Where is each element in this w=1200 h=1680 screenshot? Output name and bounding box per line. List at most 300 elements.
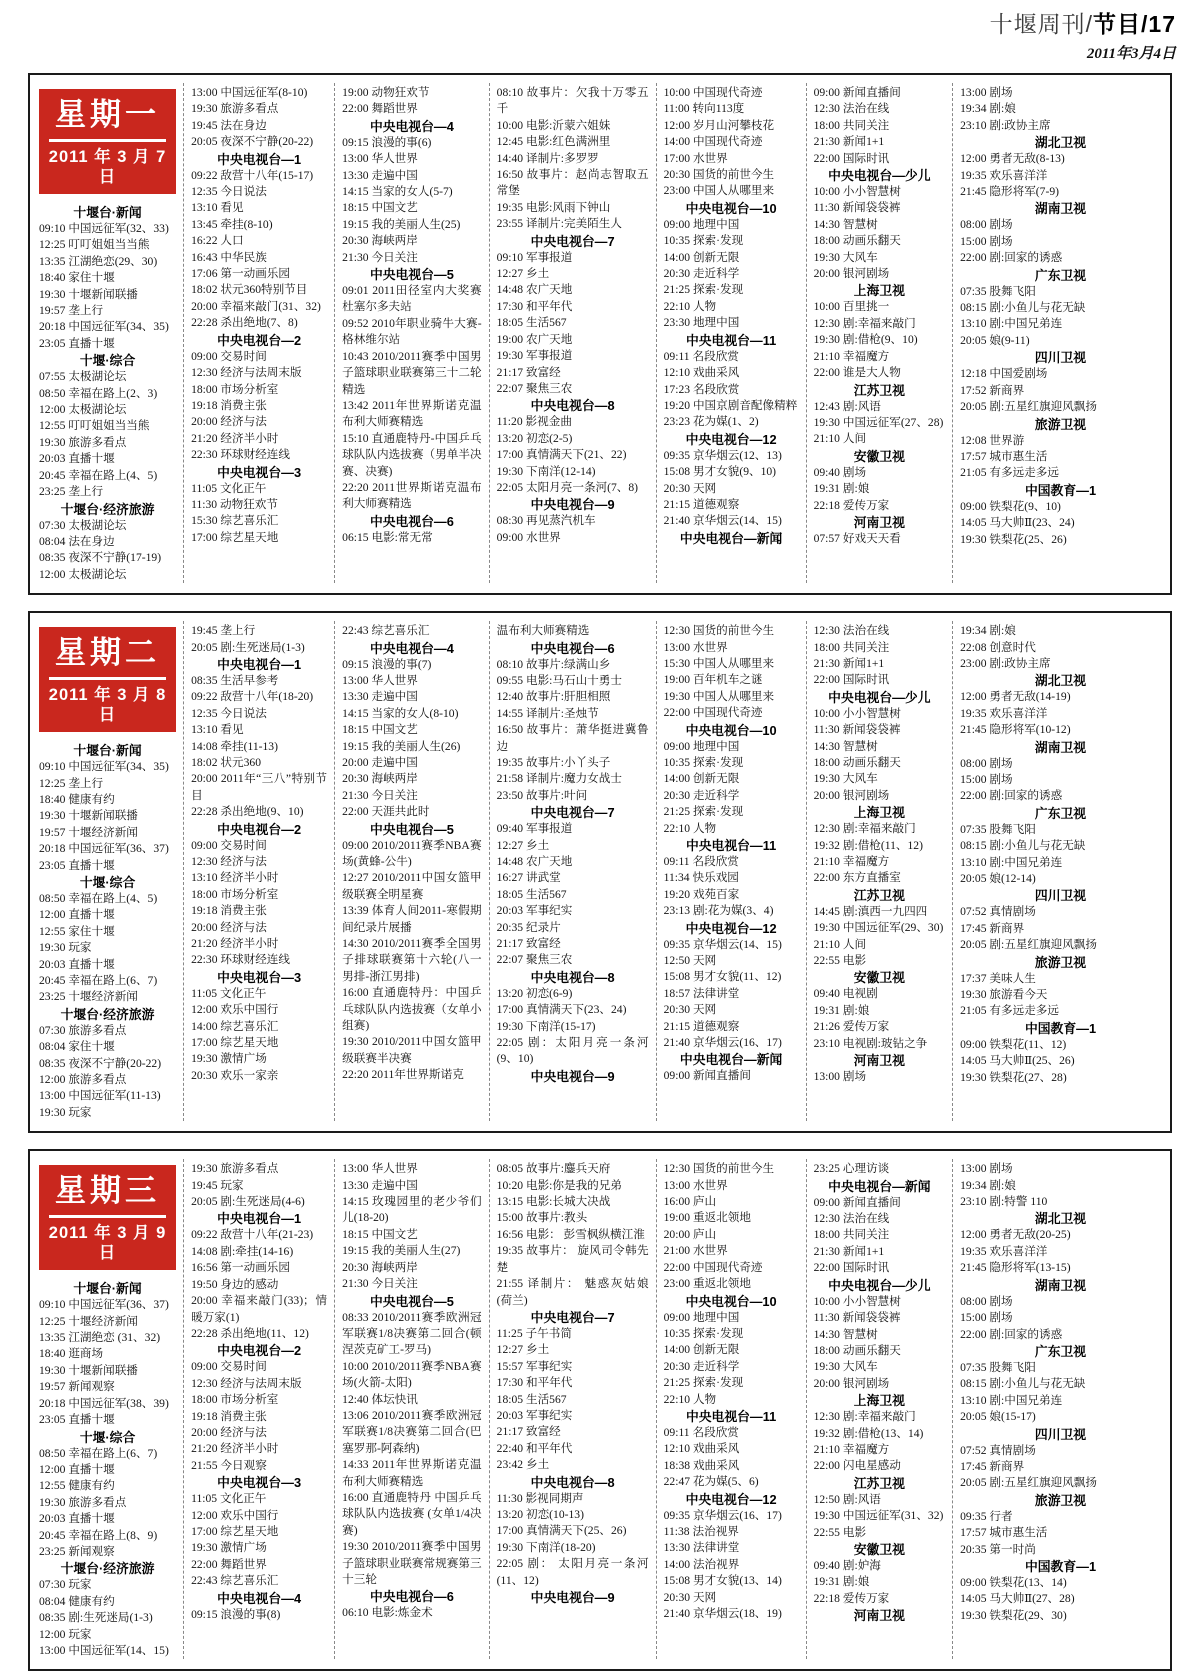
channel-header: 广东卫视 xyxy=(1034,267,1087,283)
program-entry xyxy=(664,1002,799,1018)
program-time: 18:02 xyxy=(191,755,218,769)
program-time: 13:00 xyxy=(191,86,218,99)
program-title: 天网 xyxy=(692,1590,717,1604)
program-title: 聚焦三农 xyxy=(525,953,573,967)
program-time: 09:40 xyxy=(813,1558,840,1572)
program-title: 文化正午 xyxy=(219,986,267,1000)
program-time: 19:18 xyxy=(191,1409,218,1423)
program-time: 21:30 xyxy=(342,788,369,802)
program-time: 12:40 xyxy=(342,1392,369,1406)
program-title: 欢乐中国行 xyxy=(220,1508,279,1522)
program-entry xyxy=(191,1277,327,1293)
program-entry xyxy=(191,623,327,639)
program-title: 剧:风语 xyxy=(842,1492,881,1506)
program-title: 京华烟云(18、19) xyxy=(692,1607,782,1620)
program-time: 15:57 xyxy=(496,1359,524,1373)
program-time: 22:10 xyxy=(663,821,691,835)
channel-header: 中央电视台—9 xyxy=(530,497,615,513)
program-entry xyxy=(342,1539,481,1588)
program-title: 幸福魔方 xyxy=(842,349,890,363)
program-title: 电影:你是我的兄弟 xyxy=(525,1178,622,1192)
channel-header: 中国教育—1 xyxy=(1024,1020,1097,1036)
program-entry xyxy=(497,887,649,903)
program-entry xyxy=(342,200,481,216)
masthead-section: 节目 xyxy=(1093,11,1142,37)
program-time: 07:52 xyxy=(960,1443,987,1457)
program-time: 20:03 xyxy=(496,904,524,918)
program-time: 21:00 xyxy=(663,1244,691,1258)
program-entry xyxy=(39,1643,176,1659)
program-title: 电影 xyxy=(842,954,867,968)
program-title: 2010年职业骑牛大赛-格林维尔站 xyxy=(342,316,482,347)
program-entry xyxy=(814,498,946,514)
program-entry xyxy=(960,987,1161,1003)
program-entry xyxy=(191,1068,327,1084)
program-entry xyxy=(497,1540,649,1556)
program-title: 军事报道 xyxy=(525,349,573,363)
program-time: 19:30 xyxy=(39,1105,66,1119)
program-entry xyxy=(191,1540,327,1556)
program-title: 海峡两岸 xyxy=(371,772,418,786)
program-title: 农广天地 xyxy=(525,283,573,297)
program-time: 08:15 xyxy=(960,301,987,315)
program-entry xyxy=(960,300,1161,316)
program-time: 14:15 xyxy=(342,706,369,720)
program-title: 华人世界 xyxy=(371,673,418,687)
program-entry xyxy=(497,1424,649,1440)
program-title: 农广天地 xyxy=(525,332,573,346)
program-time: 08:05 xyxy=(496,1162,524,1176)
program-entry xyxy=(814,299,946,315)
program-entry xyxy=(664,1392,799,1408)
program-title: 今日关注 xyxy=(371,788,418,802)
program-title: 旅游看今天 xyxy=(989,988,1048,1002)
program-entry xyxy=(960,1525,1161,1541)
day-name: 星期二 xyxy=(49,635,166,680)
program-time: 12:00 xyxy=(191,1508,218,1522)
program-title: 法在身边 xyxy=(220,118,267,132)
program-entry xyxy=(664,282,799,298)
program-title: 创新无限 xyxy=(692,1343,740,1357)
program-entry xyxy=(191,870,327,886)
program-time: 21:45 xyxy=(960,1261,987,1275)
program-time: 13:45 xyxy=(191,217,218,231)
program-entry xyxy=(814,316,946,332)
program-title: 创意时代 xyxy=(989,640,1036,654)
channel-header: 广东卫视 xyxy=(1034,805,1087,821)
program-title: 2010/2011赛季欧洲冠军联赛1/8决赛第二回合(顿涅茨克矿工-罗马) xyxy=(342,1310,482,1357)
program-time: 09:00 xyxy=(663,217,691,231)
program-title: 体育人间2011-寒假期间纪录片展播 xyxy=(342,904,482,934)
program-entry xyxy=(497,216,649,232)
program-time: 19:45 xyxy=(191,624,218,638)
program-title: 电影:炼金术 xyxy=(371,1606,433,1620)
program-entry xyxy=(814,1426,946,1442)
program-time: 08:35 xyxy=(191,673,218,687)
program-entry xyxy=(960,1161,1161,1177)
program-entry xyxy=(960,1475,1161,1491)
program-time: 17:30 xyxy=(496,299,524,313)
program-entry xyxy=(814,755,946,771)
program-entry xyxy=(814,1294,946,1310)
program-title: 法治在线 xyxy=(842,624,890,638)
program-time: 18:00 xyxy=(813,118,840,132)
program-title: 电影:长城大决战 xyxy=(525,1195,611,1209)
program-entry xyxy=(814,531,946,547)
schedule-column xyxy=(32,83,183,583)
program-title: 剧场 xyxy=(989,1162,1013,1176)
channel-header: 旅游卫视 xyxy=(1034,1492,1087,1508)
program-title: 第一动画乐园 xyxy=(220,1261,290,1275)
program-time: 07:52 xyxy=(960,905,987,919)
program-time: 08:33 xyxy=(342,1310,369,1324)
program-entry xyxy=(342,1227,481,1243)
program-title: 故事片:鏖兵天府 xyxy=(525,1162,611,1176)
program-entry xyxy=(814,1019,946,1035)
program-entry xyxy=(497,365,649,381)
program-time: 13:00 xyxy=(39,1643,66,1657)
program-title: 走遍中国 xyxy=(371,690,418,704)
program-title: 道德观察 xyxy=(692,1019,740,1033)
program-time: 21:10 xyxy=(813,937,840,951)
program-title: 法治在线 xyxy=(842,1212,890,1226)
program-title: 今日说法 xyxy=(220,185,267,199)
program-title: 交易时间 xyxy=(220,349,267,363)
program-time: 10:00 xyxy=(813,185,840,199)
channel-header: 中央电视台—3 xyxy=(217,969,302,985)
program-time: 19:35 xyxy=(496,755,524,769)
program-time: 12:35 xyxy=(191,185,218,199)
program-title: 下南洋(15-17) xyxy=(525,1019,596,1033)
program-time: 12:25 xyxy=(39,1314,66,1328)
program-title: 温布利大师赛精选 xyxy=(496,624,590,638)
program-time: 08:10 xyxy=(496,657,524,671)
program-time: 21:20 xyxy=(191,431,218,445)
program-title: 乡土 xyxy=(525,838,550,852)
program-time: 11:30 xyxy=(813,201,840,215)
program-entry xyxy=(39,567,176,583)
program-title: 家住十堰 xyxy=(68,1040,115,1054)
program-entry xyxy=(191,722,327,738)
program-entry xyxy=(497,673,649,689)
program-title: 中国远征军(36、37) xyxy=(68,842,169,856)
program-time: 21:20 xyxy=(191,1442,218,1456)
program-title: 地理中国 xyxy=(692,739,740,753)
program-time: 12:00 xyxy=(39,567,66,581)
channel-header: 中央电视台—11 xyxy=(685,1408,777,1424)
program-entry xyxy=(497,1002,649,1018)
program-title: 中国文艺 xyxy=(371,201,418,215)
program-entry xyxy=(497,151,649,167)
program-time: 20:30 xyxy=(342,772,369,786)
program-entry xyxy=(497,447,649,463)
program-time: 19:50 xyxy=(191,1277,218,1291)
program-entry xyxy=(497,1326,649,1342)
program-title: 下南洋(12-14) xyxy=(525,464,596,478)
program-title: 幸福魔方 xyxy=(842,1442,890,1456)
channel-header: 上海卫视 xyxy=(853,805,905,821)
program-title: 身边的感动 xyxy=(220,1277,279,1291)
program-entry xyxy=(39,402,176,418)
program-time: 17:00 xyxy=(496,448,524,462)
program-entry xyxy=(664,183,799,199)
program-title: 欢乐喜洋洋 xyxy=(989,168,1048,182)
program-title: 电视剧 xyxy=(842,987,878,1001)
masthead-page-number: /17 xyxy=(1141,11,1176,37)
program-title: 市场分析室 xyxy=(220,887,279,901)
program-title: 探索·发现 xyxy=(692,283,744,297)
program-title: 大风车 xyxy=(842,772,878,786)
program-time: 21:20 xyxy=(191,937,218,951)
program-title: 真情满天下(23、24) xyxy=(525,1003,627,1017)
program-time: 19:35 xyxy=(960,168,987,182)
program-time: 23:10 xyxy=(960,1195,987,1209)
program-title: 幸福在路上(4、5) xyxy=(68,891,158,905)
channel-header: 四川卫视 xyxy=(1034,1426,1087,1442)
program-entry xyxy=(814,771,946,787)
program-title: 太极湖论坛 xyxy=(68,518,127,532)
program-entry xyxy=(39,319,176,335)
program-entry xyxy=(342,233,481,249)
program-time: 12:00 xyxy=(39,403,66,417)
channel-header: 中央电视台—6 xyxy=(369,513,454,529)
program-time: 18:00 xyxy=(813,640,840,654)
program-title: 2010/2011中国女篮甲级联赛全明星赛 xyxy=(342,871,482,901)
program-title: 小小智慧树 xyxy=(842,1294,901,1308)
program-title: 马大帅Ⅱ(25、26) xyxy=(989,1054,1075,1068)
program-time: 20:00 xyxy=(663,1227,691,1241)
program-entry xyxy=(497,1227,649,1243)
program-entry xyxy=(342,184,481,200)
program-title: 经济半小时 xyxy=(220,871,279,885)
channel-header: 十堰台·经济旅游 xyxy=(60,1561,155,1577)
program-entry xyxy=(39,534,176,550)
program-title: 地理中国 xyxy=(692,217,740,231)
program-title: 中国人从哪里来 xyxy=(692,656,775,670)
program-title: 剧:特警 110 xyxy=(989,1195,1048,1209)
channel-header: 旅游卫视 xyxy=(1034,416,1087,432)
program-entry xyxy=(342,1408,481,1457)
program-entry xyxy=(191,481,327,497)
program-entry xyxy=(960,1178,1161,1194)
program-title: 2011世界斯诺克温布利大师赛精选 xyxy=(342,480,482,511)
program-time: 20:03 xyxy=(39,452,66,466)
program-time: 21:25 xyxy=(663,805,691,819)
program-entry xyxy=(664,1524,799,1540)
program-time: 14:05 xyxy=(960,1054,987,1068)
program-entry xyxy=(960,640,1161,656)
program-title: 剧:娘 xyxy=(842,1003,870,1017)
program-entry xyxy=(39,973,176,989)
program-title: 新闻袋袋裤 xyxy=(842,201,901,215)
program-title: 新商界 xyxy=(989,921,1025,935)
program-title: 看见 xyxy=(220,201,244,215)
program-entry xyxy=(664,151,799,167)
program-entry xyxy=(664,804,799,820)
program-title: 天网 xyxy=(692,1003,717,1017)
program-title: 综艺喜乐汇 xyxy=(371,624,430,638)
program-time: 21:58 xyxy=(496,772,524,786)
program-time: 14:08 xyxy=(191,739,218,753)
program-entry xyxy=(664,1194,799,1210)
program-time: 19:30 xyxy=(191,102,218,116)
channel-header: 中央电视台—8 xyxy=(530,398,615,414)
program-time: 13:30 xyxy=(342,1178,369,1192)
channel-header: 十堰台·经济旅游 xyxy=(60,1006,155,1022)
masthead-prefix: 十堰周刊/ xyxy=(989,11,1094,37)
program-entry xyxy=(39,336,176,352)
program-time: 12:30 xyxy=(813,1212,840,1226)
program-time: 13:10 xyxy=(960,855,987,869)
program-time: 12:00 xyxy=(39,1627,66,1641)
program-title: 动物狂欢节 xyxy=(219,497,278,511)
program-title: 水世界 xyxy=(692,1244,728,1258)
program-entry xyxy=(191,184,327,200)
program-entry xyxy=(497,266,649,282)
program-title: 走近科学 xyxy=(692,788,740,802)
program-time: 07:35 xyxy=(960,284,987,298)
program-title: 男才女貌(13、14) xyxy=(692,1574,782,1588)
program-time: 11:34 xyxy=(663,871,690,885)
program-title: 讲武堂 xyxy=(525,871,561,885)
schedule-column xyxy=(32,621,183,1121)
channel-header: 中央电视台—5 xyxy=(369,267,454,283)
program-title: 小小智慧树 xyxy=(842,185,901,199)
program-time: 20:18 xyxy=(39,320,66,334)
schedule-column xyxy=(806,1159,953,1659)
program-time: 16:22 xyxy=(191,234,218,248)
program-entry xyxy=(497,689,649,705)
program-title: 中国远征军(11-13) xyxy=(68,1089,161,1103)
channel-header: 江苏卫视 xyxy=(853,887,905,903)
program-time: 20:03 xyxy=(39,957,66,971)
program-title: 夜深不宁静(20-22) xyxy=(220,135,314,149)
program-title: 牵挂(11-13) xyxy=(220,739,278,753)
program-title: 城市惠生活 xyxy=(989,449,1048,463)
program-entry xyxy=(664,656,799,672)
program-entry xyxy=(814,1525,946,1541)
channel-header: 湖南卫视 xyxy=(1034,201,1087,217)
program-title: 水世界 xyxy=(692,1178,728,1192)
program-title: 剧:小鱼儿与花无缺 xyxy=(989,301,1086,315)
program-title: 剧:中国兄弟连 xyxy=(989,317,1063,331)
program-entry xyxy=(960,1542,1161,1558)
program-title: 岁月山河攀枝花 xyxy=(692,118,775,132)
program-time: 22:00 xyxy=(342,102,369,116)
program-entry xyxy=(191,640,327,656)
program-title: 剧:政协主席 xyxy=(989,656,1051,670)
program-entry xyxy=(191,1607,327,1623)
program-title: 中国远征军(34、35) xyxy=(68,760,169,774)
program-time: 09:11 xyxy=(663,1425,690,1439)
program-time: 20:05 xyxy=(960,400,987,414)
program-time: 16:50 xyxy=(496,168,524,182)
program-time: 23:05 xyxy=(39,336,66,350)
program-time: 14:48 xyxy=(496,855,524,868)
channel-header: 四川卫视 xyxy=(1034,350,1087,366)
program-title: 军事报道 xyxy=(525,250,573,264)
schedule-column xyxy=(952,621,1168,1121)
program-time: 13:42 xyxy=(342,398,369,412)
program-entry xyxy=(664,1260,799,1276)
program-time: 12:40 xyxy=(496,690,524,704)
program-title: 银河剧场 xyxy=(842,788,890,802)
program-time: 19:30 xyxy=(813,1360,840,1374)
program-title: 新闻直播间 xyxy=(842,86,901,99)
program-title: 乡土 xyxy=(525,1458,550,1472)
program-time: 12:30 xyxy=(191,1376,218,1390)
program-title: 有多远走多远 xyxy=(989,1004,1059,1018)
program-time: 10:35 xyxy=(663,1326,691,1340)
channel-header: 江苏卫视 xyxy=(853,382,905,398)
program-entry xyxy=(191,739,327,755)
program-entry xyxy=(960,971,1161,987)
program-time: 19:30 xyxy=(813,921,840,935)
channel-header: 中央电视台—12 xyxy=(685,1491,777,1507)
program-time: 16:50 xyxy=(496,723,524,737)
program-entry xyxy=(191,1409,327,1425)
program-entry xyxy=(39,1105,176,1121)
program-entry xyxy=(342,1359,481,1392)
program-title: 初恋(2-5) xyxy=(525,431,573,445)
program-title: 共同关注 xyxy=(842,1228,890,1242)
program-title: 旅游多看点 xyxy=(220,102,279,116)
program-title: 经济与法 xyxy=(220,920,267,934)
program-title: 戏曲采风 xyxy=(692,1458,740,1472)
program-entry xyxy=(664,854,799,870)
program-title: 中国文艺 xyxy=(371,723,418,737)
program-title: 探索·发现 xyxy=(692,1376,744,1390)
program-entry xyxy=(497,414,649,430)
program-title: 地理中国 xyxy=(692,1310,740,1324)
program-title: 剧:娘 xyxy=(989,102,1016,116)
program-title: 隐形将军(7-9) xyxy=(989,185,1059,199)
program-title: 电影:红色满洲里 xyxy=(525,135,611,149)
program-title: 铁梨花(9、10) xyxy=(989,499,1061,513)
program-entry xyxy=(497,1178,649,1194)
program-time: 08:04 xyxy=(39,1594,66,1608)
channel-header: 上海卫视 xyxy=(853,283,905,299)
program-time: 14:48 xyxy=(496,283,524,297)
program-time: 12:00 xyxy=(663,118,691,132)
program-time: 18:40 xyxy=(39,792,66,806)
program-title: 行者 xyxy=(989,1509,1013,1523)
program-title: 勇者无敌(20-25) xyxy=(989,1228,1071,1242)
program-time: 14:15 xyxy=(342,185,369,199)
channel-header: 中央电视台—8 xyxy=(530,1474,615,1490)
program-title: 天网 xyxy=(692,954,717,968)
program-time: 23:00 xyxy=(960,656,987,670)
program-title: 今日说法 xyxy=(220,706,267,720)
program-entry xyxy=(39,221,176,237)
program-title: 京华烟云(14、15) xyxy=(692,514,782,528)
program-entry xyxy=(664,903,799,919)
program-time: 13:06 xyxy=(342,1408,369,1422)
program-title: 玫瑰园里的老少爷们儿(18-20) xyxy=(342,1195,482,1225)
program-time: 23:25 xyxy=(39,1544,66,1558)
program-title: 中华民族 xyxy=(220,250,267,264)
program-title: 国际时讯 xyxy=(842,673,890,687)
program-title: 转向113度 xyxy=(692,102,745,116)
program-title: 探索·发现 xyxy=(692,1326,744,1340)
program-time: 23:05 xyxy=(39,1413,66,1427)
program-entry xyxy=(664,1557,799,1573)
program-entry xyxy=(814,266,946,282)
program-time: 19:15 xyxy=(342,739,369,753)
program-time: 19:31 xyxy=(813,1003,840,1017)
program-time: 16:00 xyxy=(342,1490,369,1504)
program-entry xyxy=(814,349,946,365)
